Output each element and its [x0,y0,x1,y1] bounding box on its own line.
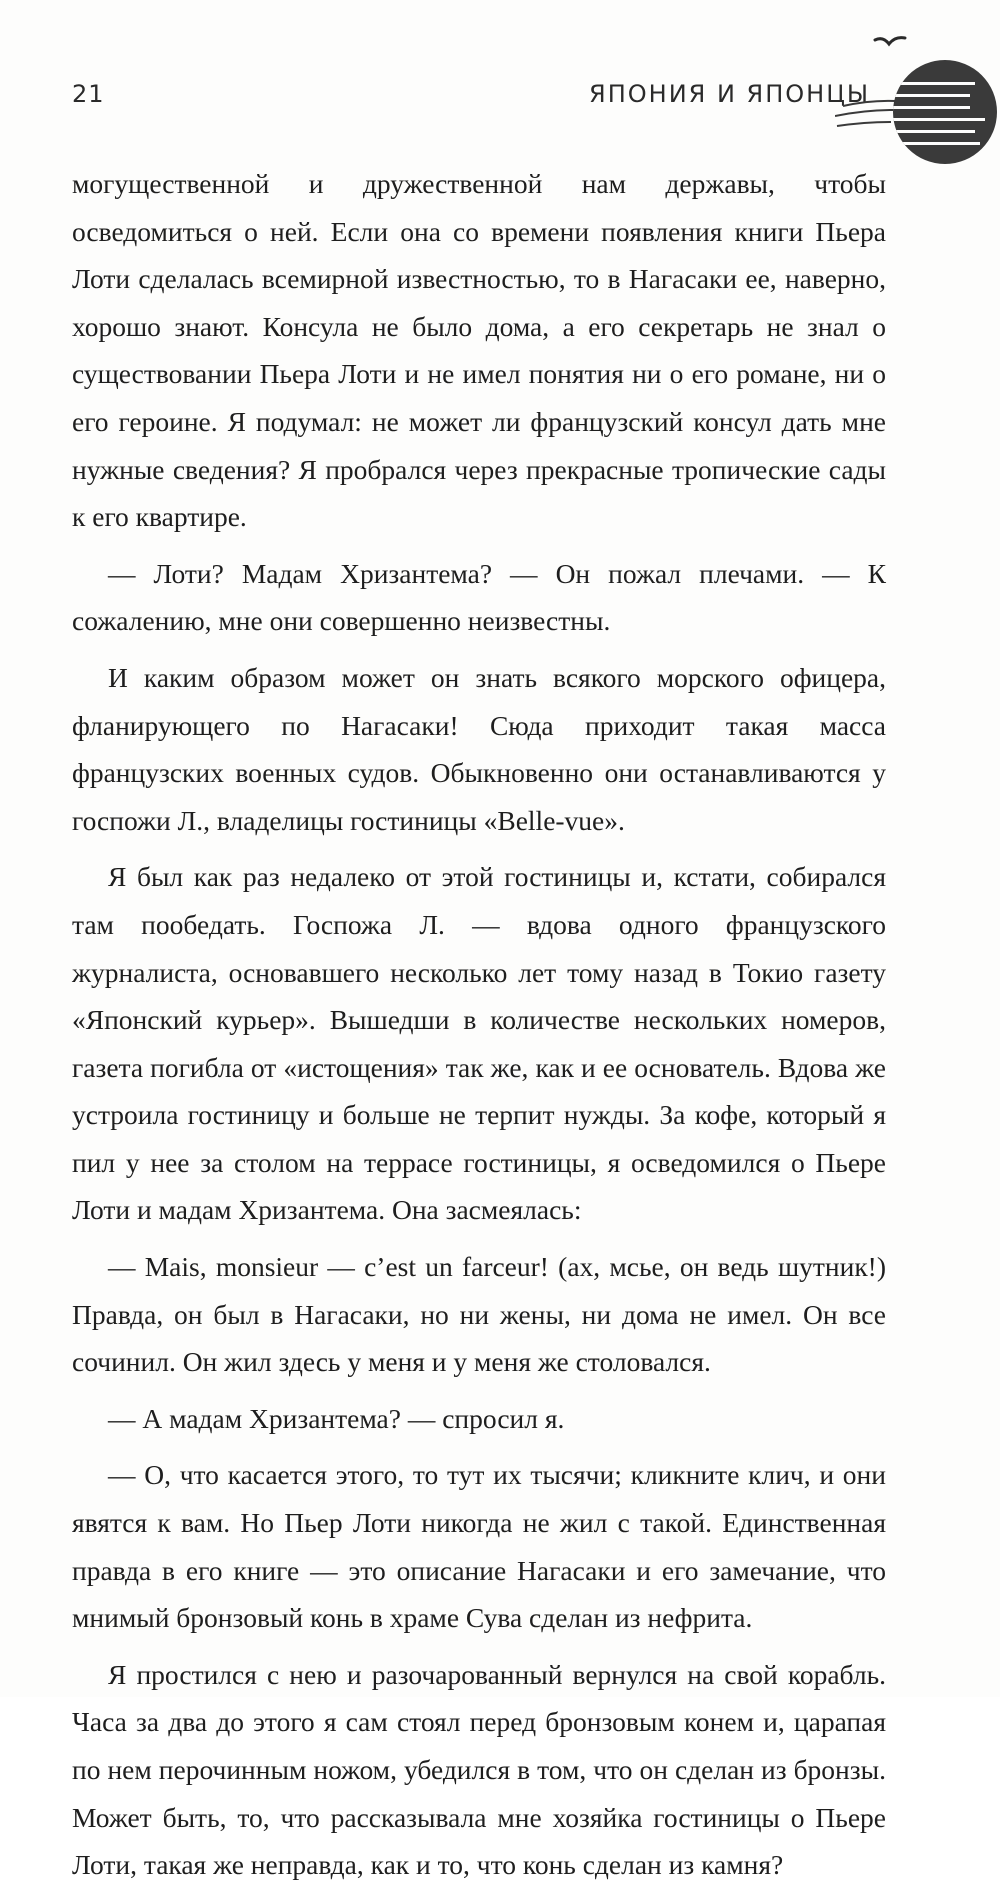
page-header [0,0,1000,160]
running-title: ЯПОНИЯ И ЯПОНЦЫ [589,80,870,108]
paragraph-6: — А мадам Хризантема? — спросил я. [108,1402,565,1434]
paragraph-4: Я был как раз недалеко от этой гостиницы и, кстати, собирался там пообедать. Госпожа Л. — вдова одного французского журналиста, основавшего несколько лет тому назад в Токио газету «Японский курьер». Вышедши в количестве нескольких номеров, газета погибла от «истощения» так же, как и ее основатель. Вдова же устроила гостиницу и больше не терпит нужды. За кофе, который я пил у нее за столом на террасе гостиницы, я осведомился о Пьере Лоти и мадам Хризантема. Она засмеялась: [72,861,886,1226]
paragraph-8: Я простился с нею и разочарованный вернулся на свой корабль. Часа за два до этого я сам стоял перед бронзовым конем и, царапая по нем перочинным ножом, убедился в том, что он сделан из бронзы. Может быть, то, что рассказывала мне хозяйка гостиницы о Пьере Лоти, такая же неправда, как и то, что конь сделан из камня? [72,1658,886,1881]
moon-with-bird-icon [835,30,1000,170]
page-number: 21 [72,80,105,108]
paragraph-7: — О, что касается этого, то тут их тысячи; кликните клич, и они явятся к вам. Но Пьер Лоти никогда не жил с такой. Единственная правда в его книге — это описание Нагасаки и его замечание, что мнимый бронзовый конь в храме Сува сделан из нефрита. [72,1459,886,1634]
paragraph-5: — Mais, monsieur — c’est un farceur! (ах, мсье, он ведь шутник!) Правда, он был в Нагасаки, но ни жены, ни дома не имел. Он все сочинил. Он жил здесь у меня и у меня же столовался. [72,1251,886,1378]
paragraph-1: могущественной и дружественной нам державы, чтобы осведомиться о ней. Если она со времени появления книги Пьера Лоти сделалась всемирной известностью, то в Нагасаки ее, наверно, хорошо знают. Консула не было дома, а его секретарь не знал о существовании Пьера Лоти и не имел понятия ни о его романе, ни о его героине. Я подумал: не может ли французский консул дать мне нужные сведения? Я пробрался через прекрасные тропические сады к его квартире. [72,168,886,533]
paragraph-3: И каким образом может он знать всякого морского офицера, фланирующего по Нагасаки! Сюда приходит такая масса французских военных судов. Обыкновенно они останавливаются у госпожи Л., владелицы гостиницы «Belle-vue». [72,661,886,836]
body-text [72,160,886,1898]
paragraph-2: — Лоти? Мадам Хризантема? — Он пожал плечами. — К сожалению, мне они совершенно неизвестны. [72,557,886,637]
